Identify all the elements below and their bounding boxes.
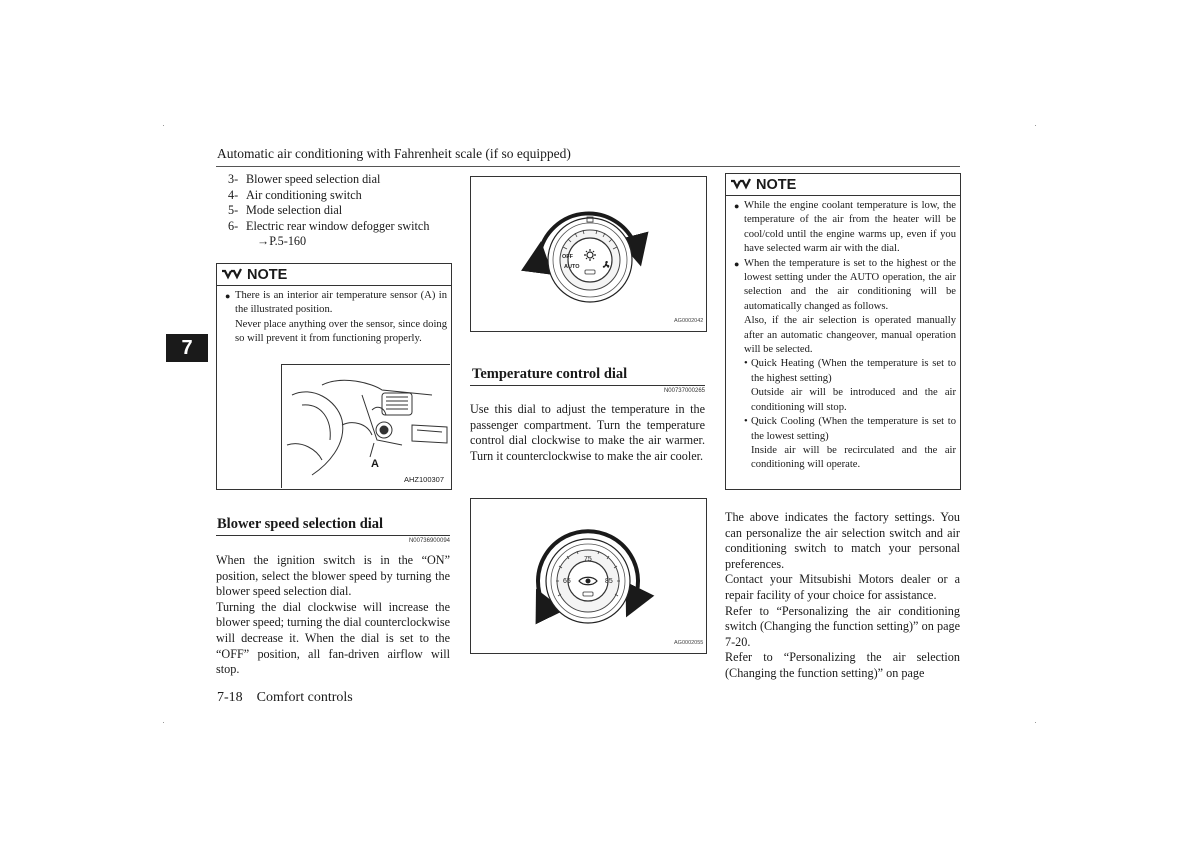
list-item: 3- Blower speed selection dial: [228, 172, 381, 186]
sensor-label-a: A: [371, 458, 379, 470]
temp-mid-label: 75: [584, 556, 592, 563]
note-box: [725, 173, 961, 490]
page-number: 7-18: [217, 690, 243, 705]
list-item: 5- Mode selection dial: [228, 203, 343, 218]
note-check-icon: [730, 178, 752, 192]
component-list: [228, 172, 450, 250]
section-rule: [216, 535, 450, 536]
list-item: 6- Electric rear window defogger switch: [228, 218, 430, 233]
crop-mark: [1035, 722, 1036, 723]
dashboard-sensor-drawing: [282, 365, 450, 488]
note-body: [217, 286, 451, 350]
sensor-illustration: [281, 364, 450, 488]
page-footer: [217, 690, 367, 706]
dial-auto-label: AUTO: [564, 264, 580, 270]
section-code: N00737000265: [663, 388, 705, 394]
figure-code: AG0002042: [674, 318, 704, 324]
bullet-icon: ●: [734, 201, 740, 211]
sub-bullet-icon: •: [744, 358, 748, 370]
note-sub-bullet: • Quick Cooling (When the temperature is set to the lowest setting): [744, 415, 956, 444]
note-header: NOTE: [726, 174, 960, 196]
section-title-temperature: Temperature control dial: [472, 366, 628, 382]
running-header: Automatic air conditioning with Fahrenheit scale (if so equipped): [217, 146, 571, 161]
temperature-dial-figure: [470, 498, 707, 654]
figure-code: AG0002055: [674, 640, 704, 646]
section-title-blower: Blower speed selection dial: [217, 516, 384, 532]
blower-dial-drawing: [471, 177, 706, 331]
note-box: [216, 263, 452, 490]
page-reference: →P.5-160: [257, 234, 307, 249]
figure-code: AHZ100307: [404, 475, 445, 484]
note-sub-bullet: • Quick Heating (When the temperature is set to the highest setting): [744, 357, 956, 386]
crop-mark: [163, 125, 164, 126]
sub-bullet-icon: •: [744, 416, 748, 428]
temperature-dial-drawing: [471, 499, 706, 653]
note-header: NOTE: [217, 264, 451, 286]
section-code: N00736900094: [408, 538, 450, 544]
section-rule: [470, 385, 705, 386]
blower-body-text: When the ignition switch is in the “ON” position, select the blower speed by turning the blower speed selection dial. Turning the dial clockwise will increase the blower speed; turning the dial counterclockwise will decrease it. When the dial is set to the “OFF” position, all fan-driven airflow will stop.: [216, 553, 450, 677]
chapter-tab: 7: [166, 334, 208, 362]
temp-high-label: 85: [605, 578, 613, 585]
list-item: 4- Air conditioning switch: [228, 187, 362, 202]
note-bullet: ● There is an interior air temperature sensor (A) in the illustrated position. Never place anything over the sensor, since doing so will prevent it from functioning properly.: [225, 289, 447, 347]
crop-mark: [1035, 125, 1036, 126]
note-bullet: ● When the temperature is set to the highest or the lowest setting under the AUTO operation, the air selection and the air conditioning will be automatically changed as follows. Also, if the air selection is operated manually after an automatic changeover, manual operation will be selected. • Quick Heating (When the temperature is set to the highest setting) Outside air will be introduced and the air conditioning will stop. • Quick Cooling (When the temperature is set to the lowest setting) Inside air will be recirculated and the air conditioning will operate.: [734, 257, 956, 473]
footer-section: Comfort controls: [256, 690, 353, 705]
blower-dial-figure: [470, 176, 707, 332]
crop-mark: [163, 722, 164, 723]
bullet-icon: ●: [225, 291, 231, 301]
note-body: [726, 196, 960, 476]
personalize-body-text: The above indicates the factory settings. You can personalize the air selection switch and air conditioning switch to match your personal preferences. Contact your Mitsubishi Motors dealer or a repair facility of your choice for assistance. Refer to “Personalizing the air conditioning switch (Changing the function setting)” on page 7-20. Refer to “Personalizing the air selection (Changing the function setting)” on page: [725, 510, 960, 680]
note-check-icon: [221, 268, 243, 282]
temperature-body-text: Use this dial to adjust the temperature in the passenger compartment. Turn the temperature control dial clockwise to make the air warmer. Turn it counterclockwise to make the air cooler.: [470, 402, 705, 463]
header-rule: [216, 166, 960, 167]
dial-off-label: OFF: [562, 254, 573, 260]
temp-low-label: 65: [563, 578, 571, 585]
bullet-icon: ●: [734, 258, 740, 269]
note-bullet: ● While the engine coolant temperature is low, the temperature of the air from the heater will be cool/cold until the engine warms up, even if you have selected warm air with the dial.: [734, 199, 956, 257]
